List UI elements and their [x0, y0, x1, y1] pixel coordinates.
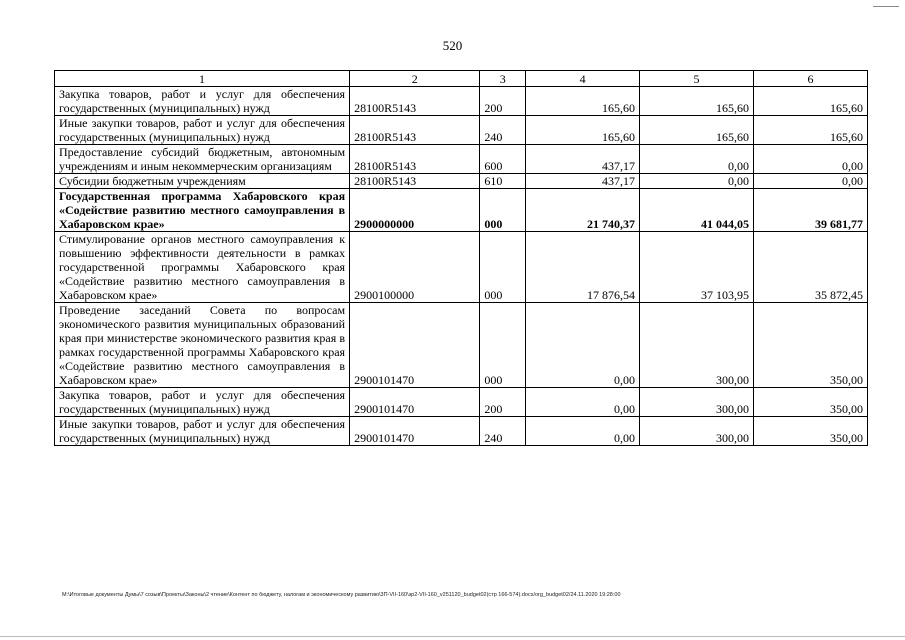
row-vr: 000 [480, 189, 526, 232]
row-code: 2900101470 [350, 388, 480, 417]
row-value-4: 0,00 [526, 388, 640, 417]
row-vr: 200 [480, 388, 526, 417]
row-vr: 610 [480, 174, 526, 189]
row-value-6: 165,60 [754, 116, 868, 145]
column-header-4: 4 [526, 71, 640, 87]
row-code: 28100R5143 [350, 174, 480, 189]
row-value-6: 350,00 [754, 303, 868, 388]
row-value-5: 41 044,05 [640, 189, 754, 232]
row-value-4: 0,00 [526, 303, 640, 388]
table-row [55, 87, 868, 116]
row-vr: 240 [480, 417, 526, 446]
row-value-6: 350,00 [754, 388, 868, 417]
row-vr: 200 [480, 87, 526, 116]
row-value-4: 21 740,37 [526, 189, 640, 232]
row-value-5: 300,00 [640, 417, 754, 446]
row-value-5: 300,00 [640, 388, 754, 417]
page-number: 520 [442, 38, 463, 53]
column-header-3: 3 [480, 71, 526, 87]
row-value-6: 0,00 [754, 174, 868, 189]
row-code: 28100R5143 [350, 87, 480, 116]
table-row [55, 388, 868, 417]
table-row [55, 303, 868, 388]
row-name: Иные закупки товаров, работ и услуг для обеспечения государственных (муниципальных) нужд [55, 417, 350, 446]
row-vr: 000 [480, 232, 526, 303]
row-code: 2900000000 [350, 189, 480, 232]
document-path-footer: M:\Итоговые документы Думы\7 созыв\Проекты\Законы\2 чтение\Контент по бюджету, налогам и экономическому развитию\3П-VII-160\зр2-VII-160_v251120_budget02(стр 166-574).docx/org_budget02/24.11.2020 19:28:00 [62, 592, 621, 598]
bottom-divider [0, 636, 905, 637]
column-header-6: 6 [754, 71, 868, 87]
row-value-6: 165,60 [754, 87, 868, 116]
table-row [55, 417, 868, 446]
column-header-1: 1 [55, 71, 350, 87]
table-header-row [55, 71, 868, 87]
row-vr: 000 [480, 303, 526, 388]
row-value-6: 0,00 [754, 145, 868, 174]
row-value-5: 37 103,95 [640, 232, 754, 303]
row-name: Иные закупки товаров, работ и услуг для обеспечения государственных (муниципальных) нужд [55, 116, 350, 145]
row-value-4: 437,17 [526, 174, 640, 189]
row-code: 2900100000 [350, 232, 480, 303]
row-value-5: 300,00 [640, 303, 754, 388]
row-code: 28100R5143 [350, 116, 480, 145]
row-name: Закупка товаров, работ и услуг для обеспечения государственных (муниципальных) нужд [55, 87, 350, 116]
row-value-5: 165,60 [640, 87, 754, 116]
table-row [55, 116, 868, 145]
table-row [55, 232, 868, 303]
row-vr: 600 [480, 145, 526, 174]
row-name: Предоставление субсидий бюджетным, автономным учреждениям и иным некоммерческим организациям [55, 145, 350, 174]
row-name: Стимулирование органов местного самоуправления к повышению эффективности деятельности в рамках государственной программы Хабаровского края «Содействие развитию местного самоуправления в Хабаровском крае» [55, 232, 350, 303]
row-value-6: 35 872,45 [754, 232, 868, 303]
row-name: Государственная программа Хабаровского края «Содействие развитию местного самоуправления в Хабаровском крае» [55, 189, 350, 232]
row-name: Закупка товаров, работ и услуг для обеспечения государственных (муниципальных) нужд [55, 388, 350, 417]
row-value-6: 350,00 [754, 417, 868, 446]
corner-mark [873, 6, 899, 7]
table-row [55, 174, 868, 189]
table-row [55, 145, 868, 174]
row-value-4: 437,17 [526, 145, 640, 174]
row-value-5: 165,60 [640, 116, 754, 145]
row-value-5: 0,00 [640, 174, 754, 189]
row-value-5: 0,00 [640, 145, 754, 174]
column-header-2: 2 [350, 71, 480, 87]
row-value-4: 0,00 [526, 417, 640, 446]
row-code: 28100R5143 [350, 145, 480, 174]
table-row-program [55, 189, 868, 232]
row-name: Субсидии бюджетным учреждениям [55, 174, 350, 189]
budget-table [54, 70, 868, 446]
row-code: 2900101470 [350, 417, 480, 446]
row-name: Проведение заседаний Совета по вопросам экономического развития муниципальных образований края при министерстве экономического развития края в рамках государственной программы Хабаровского края «Содействие развитию местного самоуправления в Хабаровском крае» [55, 303, 350, 388]
row-value-4: 165,60 [526, 87, 640, 116]
row-value-4: 17 876,54 [526, 232, 640, 303]
row-value-4: 165,60 [526, 116, 640, 145]
row-code: 2900101470 [350, 303, 480, 388]
column-header-5: 5 [640, 71, 754, 87]
row-vr: 240 [480, 116, 526, 145]
row-value-6: 39 681,77 [754, 189, 868, 232]
